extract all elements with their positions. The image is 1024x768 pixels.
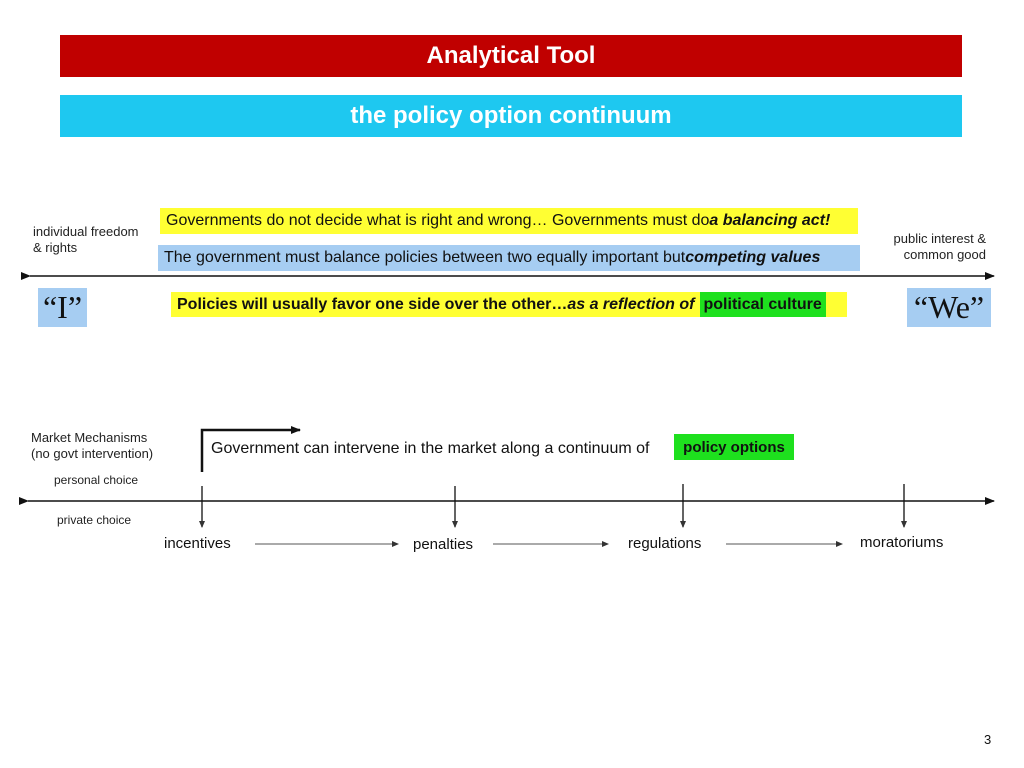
market-mechanisms-label [31, 430, 153, 462]
step-regulations: regulations [628, 535, 702, 552]
statement-1-text: Governments do not decide what is right and wrong… Governments must do [166, 212, 710, 229]
statement-balancing-act [160, 208, 858, 234]
statement-competing-values [158, 245, 860, 271]
personal-choice-label: personal choice [54, 473, 139, 487]
intervention-statement [211, 436, 649, 462]
left-pole-label [33, 224, 139, 256]
left-pole-line2: & rights [33, 240, 78, 255]
symbol-I [38, 288, 87, 327]
statement-1-emphasis: a balancing act! [709, 212, 831, 229]
left-pole-line1: individual freedom [33, 224, 139, 239]
intervention-text: Government can intervene in the market along a continuum of [211, 440, 650, 457]
market-mechanisms-line2: (no govt intervention) [31, 446, 154, 461]
statement-political-culture [171, 292, 847, 317]
statement-2-text: The government must balance policies between two equally important but [164, 249, 686, 266]
right-pole-line1: public interest & [893, 231, 986, 246]
step-moratoriums: moratoriums [860, 534, 944, 551]
statement-2-emphasis: competing values [685, 249, 821, 266]
symbol-We [907, 288, 991, 327]
right-pole-line2: common good [903, 247, 986, 262]
step-incentives: incentives [164, 535, 231, 552]
right-pole-label [872, 231, 986, 263]
page-number: 3 [984, 732, 992, 747]
symbol-We-text: “We” [913, 289, 985, 325]
slide-title: Analytical Tool [426, 42, 596, 69]
market-mechanisms-line1: Market Mechanisms [31, 430, 148, 445]
symbol-I-text: “I” [42, 289, 83, 325]
policy-options-highlight: policy options [674, 434, 794, 460]
political-culture-highlight: political culture [700, 292, 826, 317]
statement-3-emphasis: as a reflection of [567, 295, 695, 313]
statement-3-text: Policies will usually favor one side over the other… [177, 295, 568, 313]
step-penalties: penalties [413, 536, 474, 553]
private-choice-label: private choice [57, 513, 132, 527]
slide-subtitle: the policy option continuum [350, 102, 672, 129]
